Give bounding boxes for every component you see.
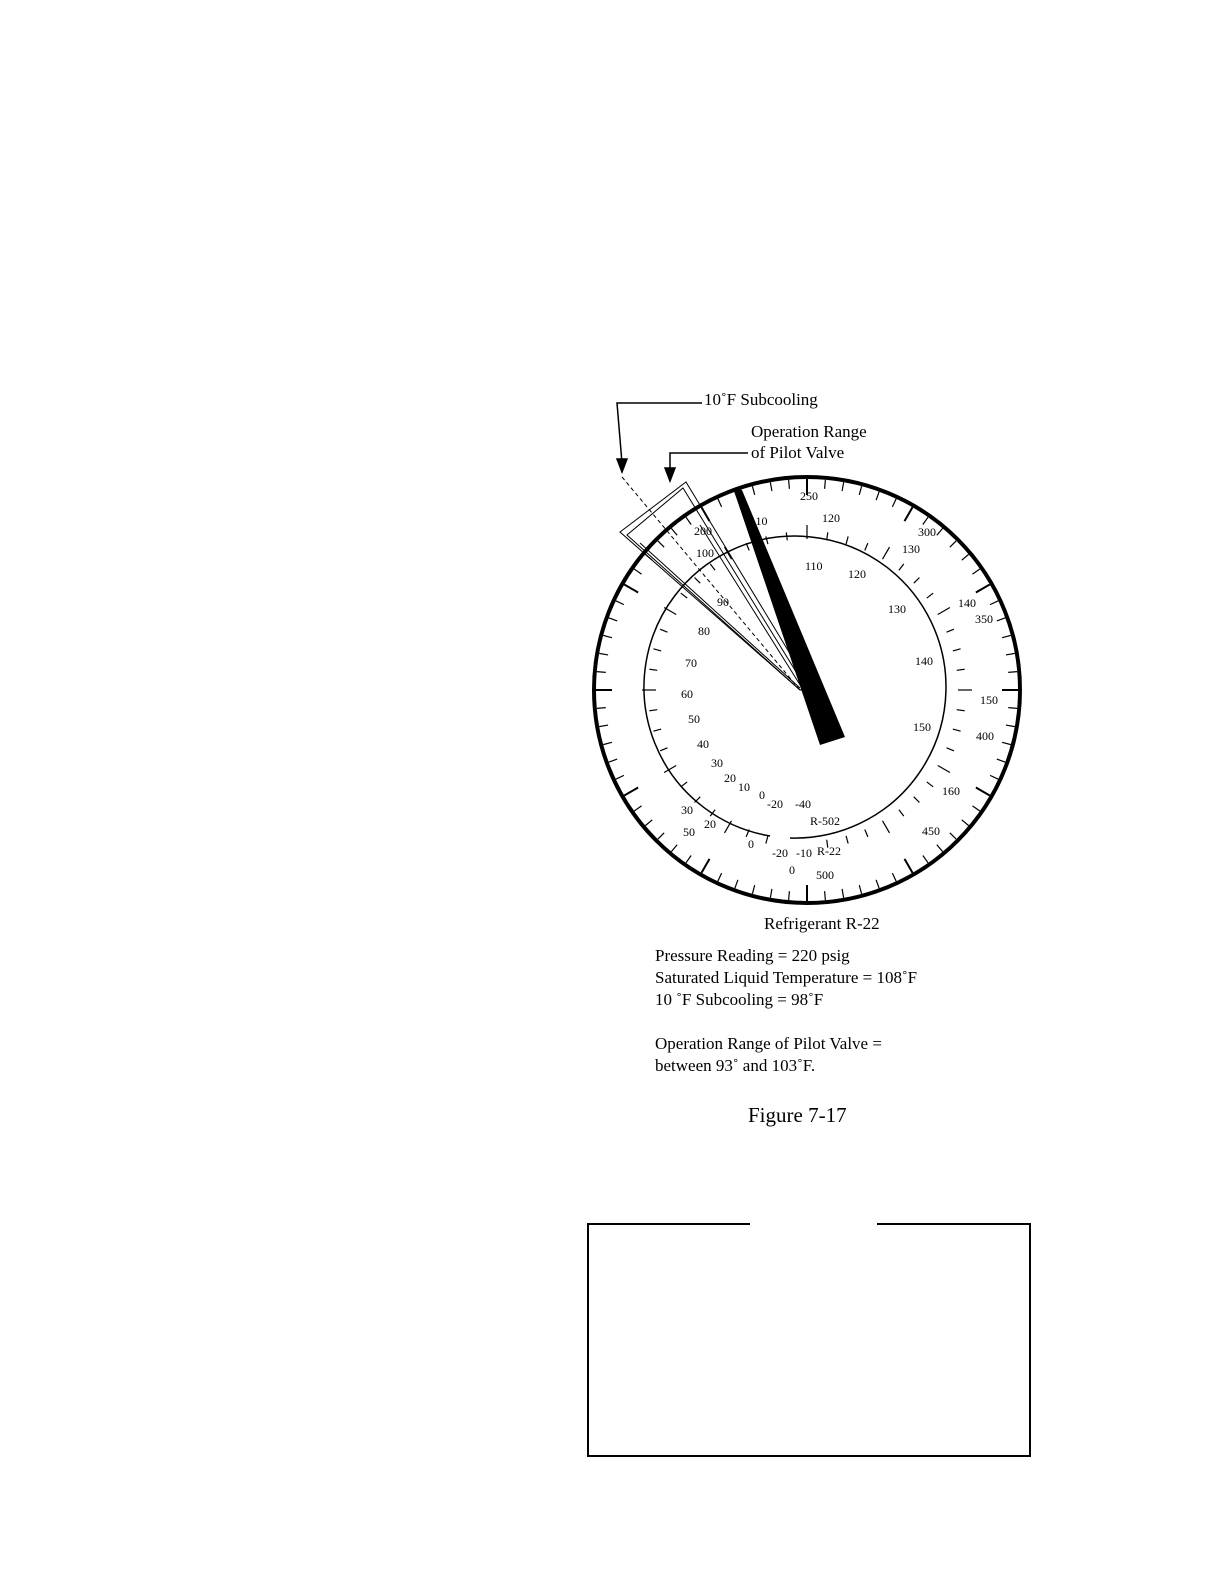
inner-temp-label: 50 — [688, 712, 700, 726]
inner-tick — [914, 797, 920, 803]
inner-temp-label: 100 — [696, 546, 714, 560]
outer-tick — [990, 601, 998, 605]
inner-tick — [710, 564, 715, 570]
inner-temp-label: 140 — [915, 654, 933, 668]
outer-tick — [770, 482, 772, 491]
outer-tick — [718, 873, 722, 881]
inner-temp-label: 90 — [717, 595, 729, 609]
outer-temp-label: 160 — [942, 784, 960, 798]
outer-tick — [859, 885, 861, 894]
outer-tick — [1008, 672, 1017, 673]
outer-tick — [735, 880, 738, 888]
inner-tick — [957, 710, 965, 711]
outer-tick — [972, 569, 979, 574]
inner-temp-label: 40 — [697, 737, 709, 751]
lower-left-label: 30 — [681, 803, 693, 817]
outer-tick — [825, 891, 826, 900]
outer-tick — [616, 601, 624, 605]
operation-range-wedge — [620, 477, 812, 690]
outer-tick — [671, 528, 677, 535]
inner-tick — [914, 578, 920, 584]
outer-tick — [937, 845, 943, 852]
inner-temp-label: -40 — [795, 797, 811, 811]
empty-note-box-gap — [750, 1219, 877, 1228]
outer-pressure-label: 300 — [918, 525, 936, 539]
outer-tick — [962, 820, 969, 826]
outer-tick — [950, 541, 956, 547]
outer-tick — [842, 482, 844, 491]
outer-pressure-label: 0 — [789, 863, 795, 877]
inner-tick — [865, 830, 868, 837]
subcooling-callout: 10˚F Subcooling — [704, 390, 818, 409]
inner-temp-label: 0 — [759, 788, 765, 802]
outer-tick — [718, 499, 722, 507]
outer-tick — [702, 859, 710, 873]
inner-tick — [653, 649, 661, 651]
inner-tick — [947, 748, 954, 751]
inner-tick — [938, 766, 950, 773]
outer-tick — [597, 708, 606, 709]
outer-temp-label: 130 — [902, 542, 920, 556]
inner-tick — [766, 536, 768, 544]
inner-tick — [927, 782, 933, 787]
subcooling-leader — [617, 403, 702, 472]
inner-tick — [649, 669, 657, 670]
outer-tick — [923, 517, 928, 524]
inner-tick — [953, 729, 961, 731]
outer-tick — [1006, 725, 1015, 727]
outer-tick — [997, 618, 1005, 621]
inner-tick — [681, 593, 687, 598]
outer-tick — [1002, 742, 1011, 744]
operation-range-callout-line2: of Pilot Valve — [751, 443, 845, 462]
inner-tick — [957, 669, 965, 670]
outer-tick — [599, 653, 608, 655]
outer-pressure-label: 500 — [816, 868, 834, 882]
inner-temp-label: 130 — [888, 602, 906, 616]
caption-spacer — [655, 1011, 1075, 1033]
outer-tick — [616, 775, 624, 779]
outer-tick — [892, 873, 896, 881]
outer-tick — [976, 788, 990, 796]
inner-temp-label: 20 — [724, 771, 736, 785]
inner-temp-label: 70 — [685, 656, 697, 670]
lower-left-label: 0 — [748, 837, 754, 851]
outer-tick — [950, 833, 956, 839]
inner-tick — [660, 629, 667, 632]
inner-temp-label: 120 — [848, 567, 866, 581]
outer-tick — [789, 891, 790, 900]
outer-tick — [603, 742, 612, 744]
outer-tick — [905, 507, 913, 521]
inner-temp-label: 110 — [805, 559, 823, 573]
lower-left-label: 50 — [683, 825, 695, 839]
outer-tick — [972, 806, 979, 811]
outer-pressure-label: 250 — [800, 489, 818, 503]
outer-temp-label: 120 — [822, 511, 840, 525]
outer-temp-label: 140 — [958, 596, 976, 610]
outer-tick — [645, 820, 652, 826]
outer-tick — [859, 486, 861, 495]
outer-tick — [937, 528, 943, 535]
outer-tick — [752, 486, 754, 495]
outer-tick — [658, 833, 664, 839]
refrigerant-title: Refrigerant R-22 — [764, 914, 880, 933]
inner-temp-label: 80 — [698, 624, 710, 638]
refrigerant-tag-r22: R-22 — [817, 844, 841, 858]
outer-tick — [905, 859, 913, 873]
inner-tick — [664, 608, 676, 615]
refrigerant-tag-r502: R-502 — [810, 814, 840, 828]
outer-tick — [789, 480, 790, 489]
inner-tick — [846, 536, 848, 544]
inner-tick — [883, 547, 890, 559]
outer-tick — [997, 759, 1005, 762]
outer-tick — [876, 492, 879, 500]
outer-tick — [923, 855, 928, 862]
outer-temp-label: 110 — [750, 514, 768, 528]
caption-saturated-temp: Saturated Liquid Temperature = 108˚F — [655, 968, 918, 987]
inner-tick — [899, 810, 904, 816]
inner-temp-label: 60 — [681, 687, 693, 701]
inner-tick — [927, 593, 933, 598]
inner-tick — [883, 821, 890, 833]
outer-tick — [976, 585, 990, 593]
inner-tick — [653, 729, 661, 731]
inner-temp-label: -20 — [767, 797, 783, 811]
inner-tick — [695, 578, 701, 584]
outer-tick — [609, 759, 617, 762]
inner-tick — [660, 748, 667, 751]
outer-tick — [990, 775, 998, 779]
outer-tick — [634, 806, 641, 811]
outer-temp-label: 150 — [980, 693, 998, 707]
inner-temp-label: 150 — [913, 720, 931, 734]
empty-note-box — [587, 1223, 1031, 1457]
outer-tick — [671, 845, 677, 852]
inner-temp-label: 10 — [738, 780, 750, 794]
outer-tick — [686, 855, 691, 862]
outer-pressure-label: 400 — [976, 729, 994, 743]
lower-left-label: -10 — [796, 846, 812, 860]
outer-tick — [1008, 708, 1017, 709]
outer-tick — [825, 480, 826, 489]
outer-tick — [876, 880, 879, 888]
inner-tick — [846, 836, 848, 844]
outer-tick — [599, 725, 608, 727]
lower-left-label: 20 — [704, 817, 716, 831]
outer-tick — [624, 788, 638, 796]
outer-tick — [658, 541, 664, 547]
outer-tick — [842, 889, 844, 898]
outer-tick — [624, 585, 638, 593]
outer-tick — [892, 499, 896, 507]
lower-left-label: -20 — [772, 846, 788, 860]
figure-title: Figure 7-17 — [748, 1103, 847, 1127]
inner-tick — [649, 710, 657, 711]
outer-tick — [962, 554, 969, 560]
outer-pressure-label: 450 — [922, 824, 940, 838]
caption-subcooling: 10 ˚F Subcooling = 98˚F — [655, 990, 824, 1009]
outer-tick — [603, 635, 612, 637]
outer-tick — [634, 569, 641, 574]
caption-operation-range: Operation Range of Pilot Valve = — [655, 1034, 882, 1053]
operation-range-leader — [665, 453, 748, 481]
caption-block — [655, 945, 1075, 1077]
outer-tick — [597, 672, 606, 673]
outer-tick — [686, 517, 691, 524]
inner-tick — [953, 649, 961, 651]
caption-pressure-reading: Pressure Reading = 220 psig — [655, 946, 850, 965]
inner-tick — [947, 629, 954, 632]
outer-tick — [1006, 653, 1015, 655]
inner-tick — [766, 836, 768, 844]
outer-tick — [609, 618, 617, 621]
outer-pressure-label: 350 — [975, 612, 993, 626]
inner-tick — [938, 608, 950, 615]
inner-tick — [786, 532, 787, 540]
inner-temp-label: 30 — [711, 756, 723, 770]
outer-tick — [1002, 635, 1011, 637]
outer-tick — [752, 885, 754, 894]
inner-tick — [899, 564, 904, 570]
outer-tick — [770, 889, 772, 898]
inner-tick — [681, 782, 687, 787]
caption-operation-range-values: between 93˚ and 103˚F. — [655, 1056, 816, 1075]
inner-temp-label: 200 — [694, 524, 712, 538]
inner-tick — [865, 543, 868, 550]
operation-range-callout-line1: Operation Range — [751, 422, 867, 441]
